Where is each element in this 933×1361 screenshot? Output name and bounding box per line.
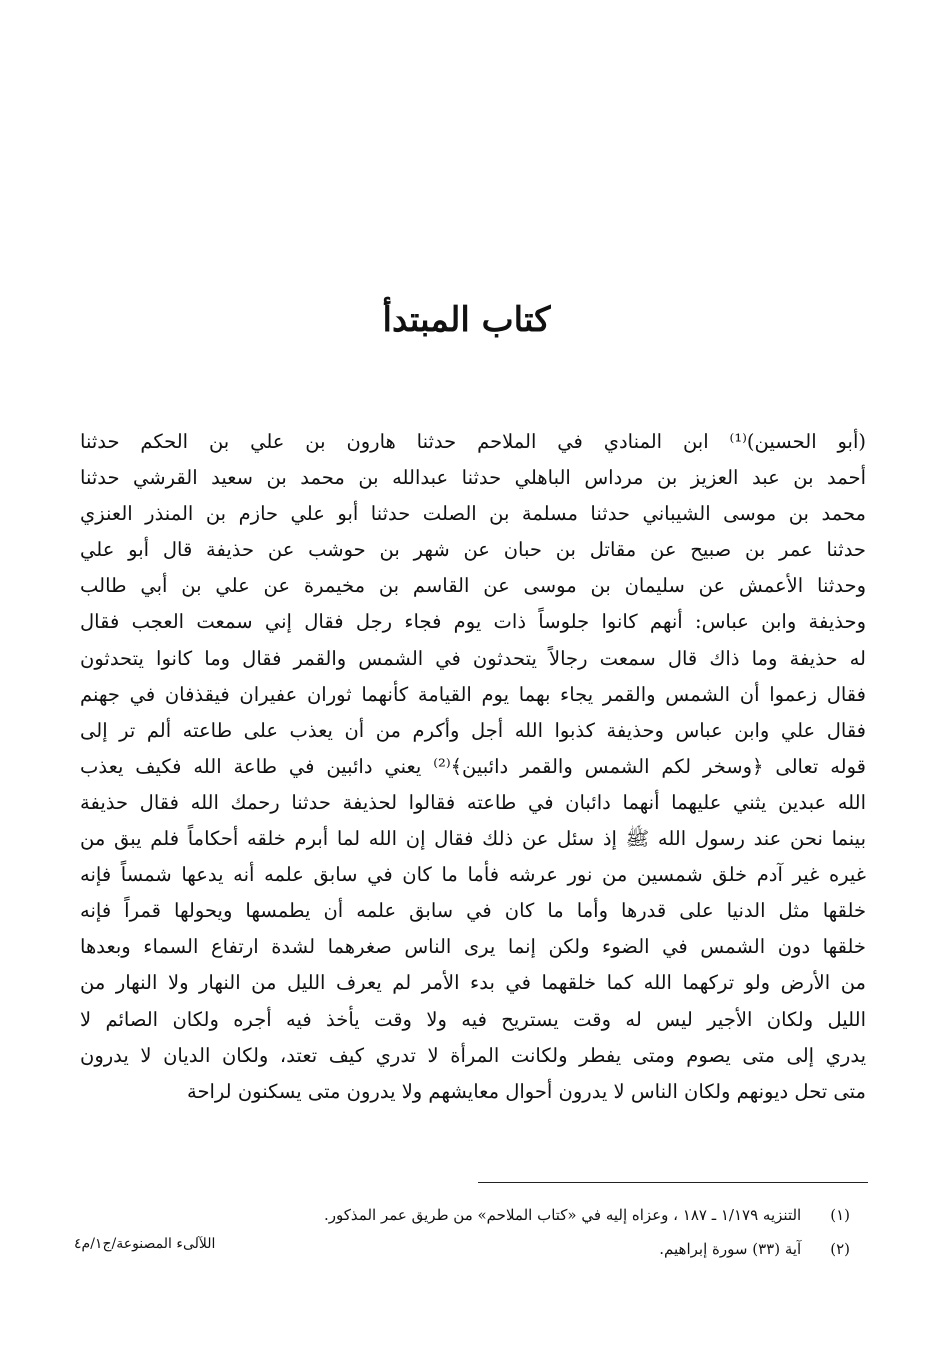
footnote-text: آية (٣٣) سورة إبراهيم. bbox=[659, 1240, 802, 1258]
text-line: بينما نحن عند رسول الله ﷺ إذ سئل عن ذلك فقال إن الله لما أبرم خلقه أحكاماً فلم يبق من bbox=[80, 827, 866, 851]
footnote-text: التنزيه ١/١٧٩ ـ ١٨٧ ، وعزاه إليه في «كتاب الملاحم» من طريق عمر المذكور. bbox=[324, 1206, 802, 1224]
text-line: قوله تعالى ﴿وسخر لكم الشمس والقمر دائبين﴾⁽²⁾ يعني دائبين في طاعة الله فكيف يعذب bbox=[80, 754, 866, 778]
text-line: (أبو الحسين)⁽¹⁾ ابن المنادي في الملاحم حدثنا هارون بن علي بن الحكم حدثنا bbox=[80, 430, 866, 453]
footnote-separator bbox=[478, 1182, 868, 1183]
text-line: وحذيفة وابن عباس: أنهم كانوا جلوساً ذات يوم فجاء رجل فقال إني سمعت العجب فقال bbox=[80, 610, 866, 634]
text-line: محمد بن موسى الشيباني حدثنا مسلمة بن الصلت حدثنا أبو علي حازم بن المنذر العنزي bbox=[80, 502, 866, 526]
footnote-number: (١) bbox=[830, 1206, 850, 1224]
text-line: خلقها دون الشمس في الضوء ولكن إنما يرى الناس صغرهما لشدة ارتفاع السماء وبعدها bbox=[80, 935, 866, 959]
body-text bbox=[80, 424, 866, 1110]
footnotes bbox=[80, 1198, 850, 1266]
page-signature: اللآلىء المصنوعة/ج١/م٤ bbox=[74, 1236, 216, 1252]
text-line: حدثنا عمر بن صبيح عن مقاتل بن حبان عن شهر بن حوشب عن حذيفة قال أبو علي bbox=[80, 538, 866, 562]
chapter-title: كتاب المبتدأ bbox=[382, 300, 551, 340]
text-line: أحمد بن عبد العزيز بن مرداس الباهلي حدثنا عبدالله بن محمد بن سعيد القرشي حدثنا bbox=[80, 466, 866, 490]
text-line: فقال زعموا أن الشمس والقمر يجاء بهما يوم القيامة كأنهما ثوران عفيران فيقذفان في جهنم bbox=[80, 682, 866, 706]
footnote-number: (٢) bbox=[830, 1240, 850, 1258]
text-line: خلقها مثل الدنيا على قدرها وأما ما كان في سابق علمه أن يطمسها ويحولها قمراً فإنه bbox=[80, 899, 866, 923]
text-line: له حذيفة وما ذاك قال سمعت رجالاً يتحدثون في الشمس والقمر فقال وما كانوا يتحدثون bbox=[80, 646, 866, 670]
text-line: من الأرض ولو تركهما الله كما خلقهما في بدء الأمر لم يعرف الليل من النهار ولا النهار من bbox=[80, 971, 866, 995]
text-line: الله عبدين يثني عليهما أنهما دائبان في طاعته فقالوا لحذيفة حدثنا رحمك الله فقال حذيفة bbox=[80, 790, 866, 814]
text-line: وحدثنا الأعمش عن سليمان بن موسى عن القاسم بن مخيمرة عن علي بن أبي طالب bbox=[80, 574, 866, 598]
text-line: فقال علي وابن عباس وحذيفة كذبوا الله أجل وأكرم من أن يعذب على طاعته ألم تر إلى bbox=[80, 718, 866, 742]
footnote bbox=[80, 1198, 850, 1232]
text-line: متى تحل ديونهم ولكان الناس لا يدرون أحوال معايشهم ولا يدرون متى يسكنون لراحة bbox=[187, 1079, 866, 1103]
text-line: يدري إلى متى يصوم ومتى يفطر ولكانت المرأة لا تدري كيف تعتد، ولكان الديان لا يدرون bbox=[80, 1043, 866, 1067]
text-line: الليل ولكان الأجير ليس له وقت يستريح فيه ولا وقت يأخذ فيه أجره ولكان الصائم لا bbox=[80, 1007, 866, 1031]
text-line: غيره غير آدم خلق شمسين من نور عرشه فأما ما كان في سابق علمه أنه يدعها شمساً فإنه bbox=[80, 863, 866, 887]
